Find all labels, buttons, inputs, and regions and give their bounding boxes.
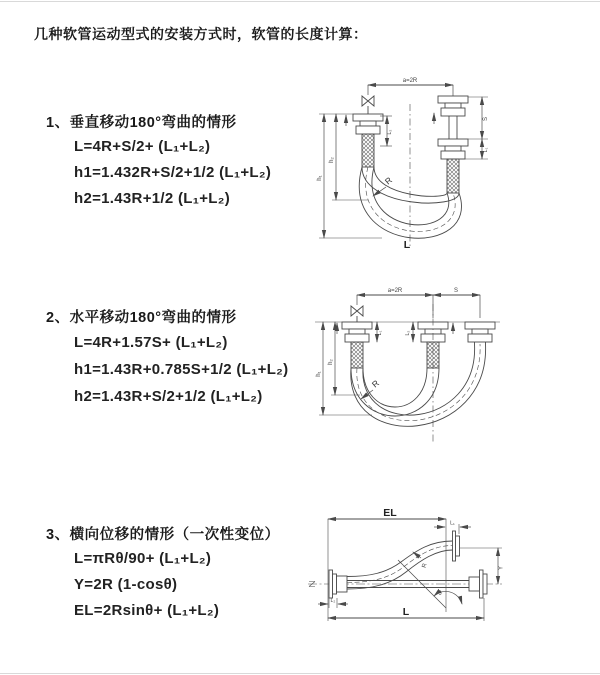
dim-label-s: S <box>483 116 489 122</box>
dim-label-h1: h₁ <box>316 371 322 377</box>
dim-label-l2: L₂ <box>387 129 393 135</box>
radius-label: R <box>421 562 429 569</box>
radius-label: R <box>369 377 381 390</box>
section-2-formula-h2: h2=1.43R+S/2+1/2 (L₁+L₂) <box>74 388 263 405</box>
valve-icon <box>362 96 374 106</box>
dim-label-h1: h₁ <box>317 175 323 181</box>
valve-icon <box>351 306 363 316</box>
length-label: L <box>403 239 411 251</box>
diagram-2-linework <box>315 295 500 444</box>
angle-theta-label: θ <box>438 591 442 597</box>
diagram-vertical-180-bend <box>310 66 600 261</box>
section-3-formula-EL: EL=2Rsinθ+ (L₁+L₂) <box>74 602 220 619</box>
diagram-horizontal-180-bend <box>310 282 600 472</box>
section-3-heading: 3、横向位移的情形（一次性变位） <box>46 527 280 543</box>
section-1-formula-h2: h2=1.43R+1/2 (L₁+L₂) <box>74 190 231 207</box>
dim-label-l1: L₁ <box>450 520 455 527</box>
section-1-formula-L: L=4R+S/2+ (L₁+L₂) <box>74 138 211 155</box>
page-edge-bottom <box>0 673 600 674</box>
section-1-formula-h1: h1=1.432R+S/2+1/2 (L₁+L₂) <box>74 164 272 181</box>
document-title: 几种软管运动型式的安装方式时，软管的长度计算： <box>34 26 368 42</box>
section-2-formula-L: L=4R+1.57S+ (L₁+L₂) <box>74 334 228 351</box>
dim-label-el: EL <box>383 507 397 519</box>
page-edge-top <box>0 1 600 2</box>
dim-label-l2: L₂ <box>405 330 411 336</box>
section-3-formula-Y: Y=2R (1-cosθ) <box>74 576 178 593</box>
length-label: L <box>402 606 410 618</box>
dim-label-s: S <box>453 288 459 294</box>
section-2-formula-h1: h1=1.43R+0.785S+1/2 (L₁+L₂) <box>74 361 289 378</box>
diagram-lateral-displacement <box>300 500 600 650</box>
section-3-formula-L: L=πRθ/90+ (L₁+L₂) <box>74 550 212 567</box>
dim-label-h2: h₂ <box>328 359 334 365</box>
diagram-1-linework <box>319 85 488 246</box>
dim-label-a2r: a=2R <box>402 78 418 84</box>
section-1-heading: 1、垂直移动180°弯曲的情形 <box>46 115 237 131</box>
dim-label-h2: h₂ <box>329 157 335 163</box>
dim-label-l1: L₁ <box>377 330 383 336</box>
dim-label-l1: L₁ <box>483 147 489 153</box>
radius-label: R <box>382 174 394 187</box>
dim-label-a2r: a=2R <box>387 288 403 294</box>
dim-label-l2: L₂ <box>330 598 336 604</box>
section-2-heading: 2、水平移动180°弯曲的情形 <box>46 310 237 326</box>
dim-label-y: Y <box>498 565 505 571</box>
